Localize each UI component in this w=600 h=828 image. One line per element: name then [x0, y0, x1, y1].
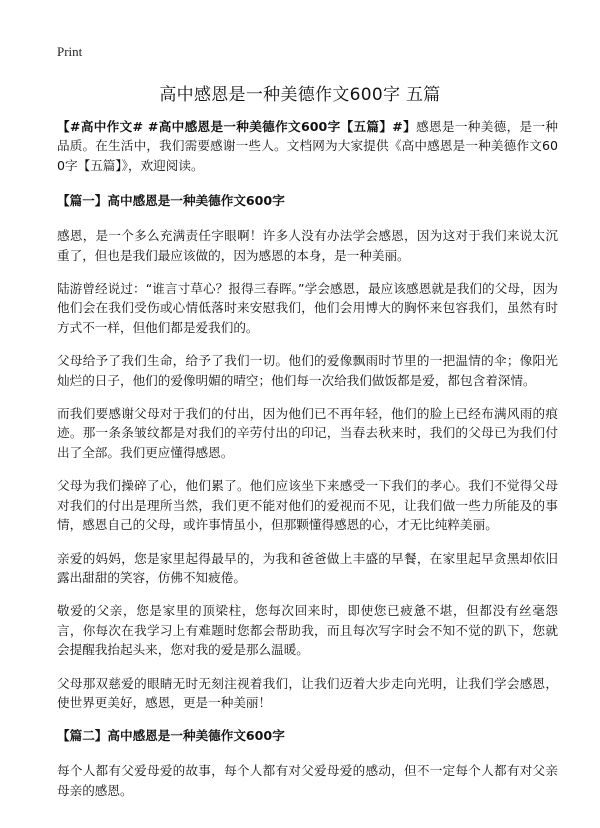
- paragraph: 而我们要感谢父母对于我们的付出，因为他们已不再年轻，他们的脸上已经布满风雨的痕迹。那一条条皱纹都是对我们的辛劳付出的印记，当春去秋来时，我们的父母已为我们付出了全部。我们更应懂得感恩。: [57, 406, 558, 460]
- paragraph: 每个人都有父爱母爱的故事，每个人都有对父爱母爱的感动，但不一定每个人都有对父亲母亲的感恩。: [57, 763, 558, 798]
- intro-tag: 【#高中作文# #高中感恩是一种美德作文600字【五篇】#】: [57, 119, 417, 134]
- paragraph: 感恩，是一个多么充满责任字眼啊！许多人没有办法学会感恩，因为这对于我们来说太沉重了，但也是我们最应该做的，因为感恩的本身，是一种美丽。: [57, 228, 558, 263]
- section-heading-2: 【篇二】高中感恩是一种美德作文600字: [57, 728, 285, 744]
- paragraph: 父母给予了我们生命，给予了我们一切。他们的爱像飘雨时节里的一把温情的伞；像阳光灿烂的日子，他们的爱像明媚的晴空；他们每一次给我们做饭都是爱，都包含着深情。: [57, 353, 558, 388]
- print-link[interactable]: Print: [57, 44, 83, 59]
- paragraph: 陆游曾经说过：“谁言寸草心？报得三春晖。”学会感恩，最应该感恩就是我们的父母，因为他们会在我们受伤或心情低落时来安慰我们，他们会用博大的胸怀来包容我们，虽然有时方式不一样，但他们都是爱我们的。: [57, 281, 558, 335]
- intro-text: 感恩是一种美德，是一种品质。在生活中，我们需要感谢一些人。文档网为大家提供《高中感恩是一种美德作文600字【五篇】》，欢迎阅读。: [57, 119, 558, 173]
- paragraph: 敬爱的父亲，您是家里的顶梁柱，您每次回来时，即使您已疲惫不堪，但都没有丝毫怨言，你每次在我学习上有难题时您都会帮助我，而且每次写字时会不知不觉的趴下，您就会提醒我抬起头来，您对我的爱是那么温暖。: [57, 603, 558, 658]
- intro-paragraph: [57, 117, 558, 175]
- document-title: 高中感恩是一种美德作文600字 五篇: [159, 85, 441, 105]
- paragraph: 父母为我们操碎了心，他们累了。他们应该坐下来感受一下我们的孝心。我们不觉得父母对我们的付出是理所当然，我们更不能对他们的爱视而不见，让我们做一些力所能及的事情，感恩自己的父母，或许事情虽小，但那颗懂得感恩的心，才无比纯粹美丽。: [57, 478, 558, 533]
- section-heading-1: 【篇一】高中感恩是一种美德作文600字: [57, 193, 285, 209]
- paragraph: 父母那双慈爱的眼睛无时无刻注视着我们，让我们迈着大步走向光明，让我们学会感恩，使世界更美好，感恩，更是一种美丽！: [57, 675, 558, 710]
- article-body: [57, 117, 558, 814]
- paragraph: 亲爱的妈妈，您是家里起得最早的，为我和爸爸做上丰盛的早餐，在家里起早贪黑却依旧露出甜甜的笑容，仿佛不知疲倦。: [57, 550, 558, 585]
